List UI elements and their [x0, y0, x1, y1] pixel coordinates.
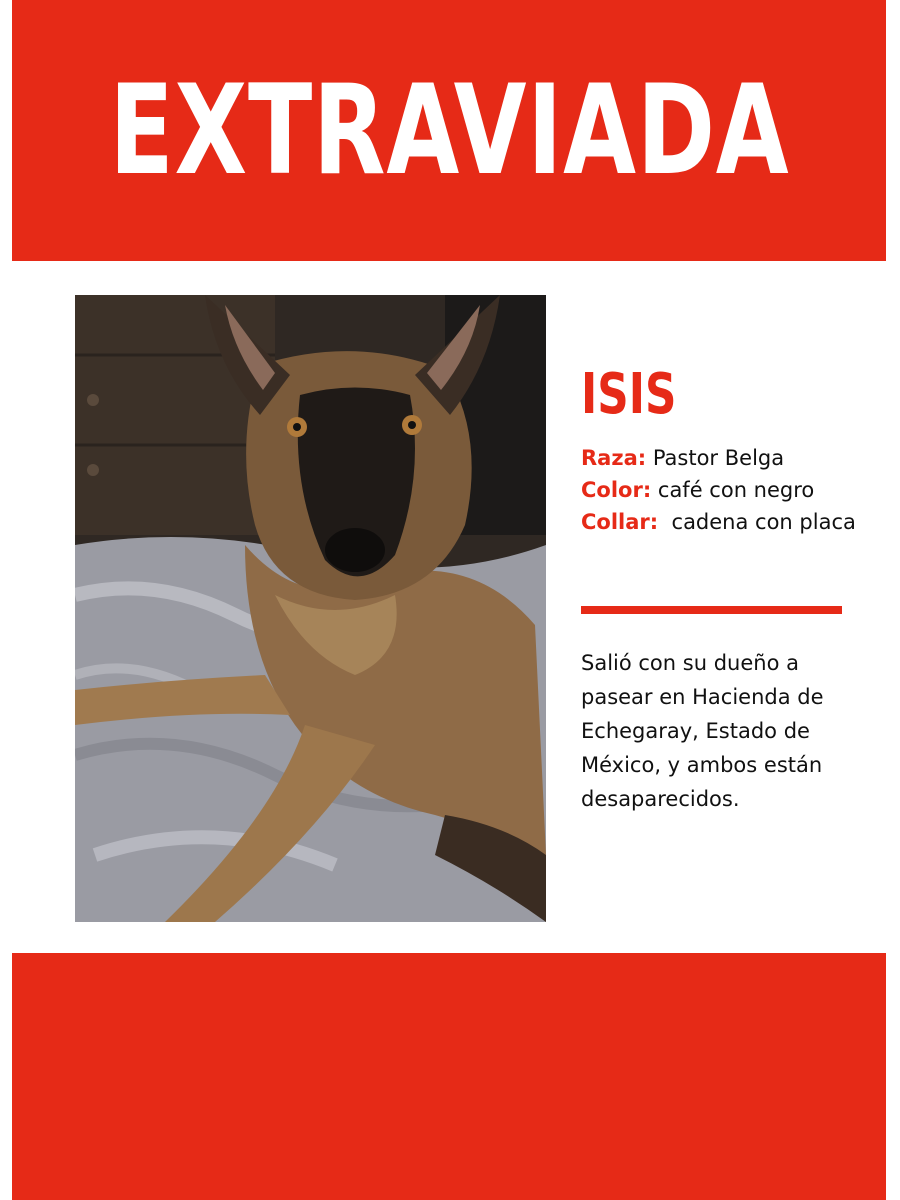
- header-banner: [12, 0, 886, 261]
- detail-collar: [581, 506, 861, 538]
- pet-details: [581, 442, 861, 538]
- detail-label: Raza:: [581, 446, 647, 470]
- divider-rule: [581, 606, 842, 614]
- headline-title: EXTRAVIADA: [108, 58, 790, 203]
- detail-label: Color:: [581, 478, 652, 502]
- pet-name: ISIS: [581, 362, 677, 427]
- detail-value: cadena con placa: [658, 510, 856, 534]
- story-text: Salió con su dueño a pasear en Hacienda de Echegaray, Estado de México, y ambos están desaparecidos.: [581, 651, 824, 811]
- detail-color: [581, 474, 861, 506]
- dog-photo: [75, 295, 546, 922]
- detail-label: Collar:: [581, 510, 659, 534]
- dog-illustration: [75, 295, 546, 922]
- pet-info: [581, 360, 861, 538]
- detail-value: café con negro: [651, 478, 815, 502]
- detail-breed: [581, 442, 861, 474]
- footer-banner: [12, 953, 886, 1200]
- detail-value: Pastor Belga: [646, 446, 785, 470]
